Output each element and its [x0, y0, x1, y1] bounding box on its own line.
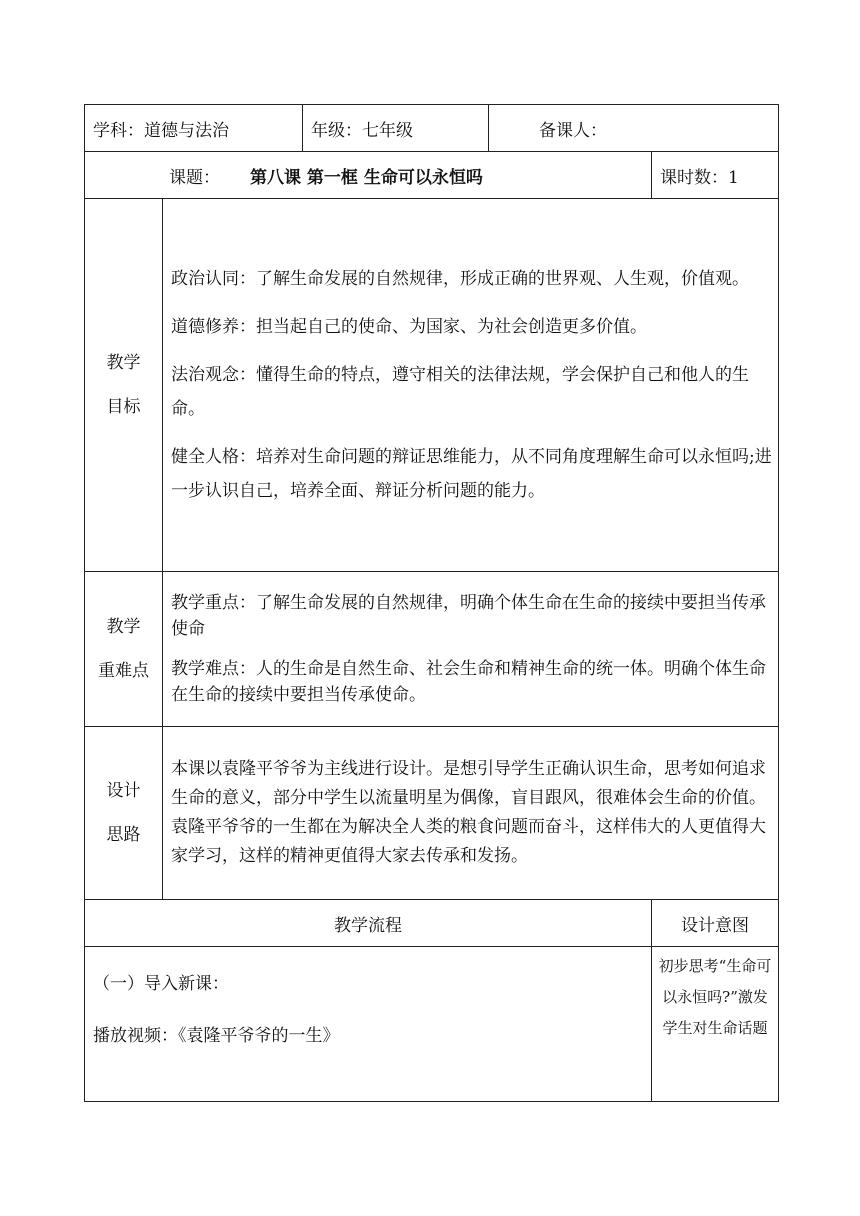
grade-cell: 年级：七年级: [303, 105, 489, 152]
objective-legal: 法治观念：懂得生命的特点，遵守相关的法律法规，学会保护自己和他人的生命。: [171, 365, 749, 419]
objective-political: 政治认同：了解生命发展的自然规律，形成正确的世界观、人生观，价值观。: [171, 269, 749, 289]
topic-row: [85, 152, 779, 199]
keypoints-content: [163, 572, 779, 727]
objectives-label-line2: 目标: [106, 397, 141, 417]
header-row: [85, 105, 779, 152]
activity-text: 播放视频：《袁隆平爷爷的一生》: [93, 1026, 340, 1046]
key-focus: 教学重点：了解生命发展的自然规律，明确个体生命在生命的接续中要担当传承使命: [171, 593, 766, 639]
objectives-label-line1: 教学: [106, 353, 141, 373]
topic-cell: [85, 152, 652, 199]
flow-header-row: [85, 900, 779, 947]
intent-content: 初步思考“生命可以永恒吗?”激发学生对生命话题: [652, 947, 779, 1102]
design-label-line2: 思路: [106, 825, 141, 845]
objective-moral: 道德修养：担当起自己的使命、为国家、为社会创造更多价值。: [171, 317, 647, 337]
intent-header: 设计意图: [652, 900, 779, 947]
objective-personality: 健全人格：培养对生命问题的辩证思维能力，从不同角度理解生命可以永恒吗;进一步认识自己，培养全面、辩证分析问题的能力。: [171, 447, 772, 501]
process-content: [85, 947, 652, 1102]
design-content: [163, 727, 779, 900]
objectives-row: [85, 199, 779, 572]
key-difficulty: 教学难点：人的生命是自然生命、社会生命和精神生命的统一体。明确个体生命在生命的接续中要担当传承使命。: [171, 659, 766, 705]
topic-label: 课题：: [169, 167, 220, 188]
design-label-line1: 设计: [106, 781, 141, 801]
lesson-plan-sheet: [84, 104, 778, 1102]
keypoints-label-line2: 重难点: [98, 661, 149, 681]
lesson-plan-table: [84, 104, 779, 1102]
keypoints-label-line1: 教学: [106, 617, 141, 637]
flow-row: [85, 947, 779, 1102]
keypoints-row: [85, 572, 779, 727]
design-row: [85, 727, 779, 900]
objectives-label: [85, 199, 163, 572]
design-label: [85, 727, 163, 900]
process-header: 教学流程: [85, 900, 652, 947]
design-text: 本课以袁隆平爷爷为主线进行设计。是想引导学生正确认识生命，思考如何追求生命的意义，部分中学生以流量明星为偶像，盲目跟风，很难体会生命的价值。袁隆平爷爷的一生都在为解决全人类的粮食问题而奋斗，这样伟大的人更值得大家学习，这样的精神更值得大家去传承和发扬。: [171, 759, 766, 866]
hours-cell: 课时数：1: [652, 152, 779, 199]
preparer-cell: 备课人：: [489, 105, 779, 152]
objectives-content: [163, 199, 779, 572]
subject-cell: 学科：道德与法治: [85, 105, 303, 152]
keypoints-label: [85, 572, 163, 727]
section-title: （一）导入新课：: [93, 974, 229, 994]
topic-title: 第八课 第一框 生命可以永恒吗: [250, 167, 483, 188]
